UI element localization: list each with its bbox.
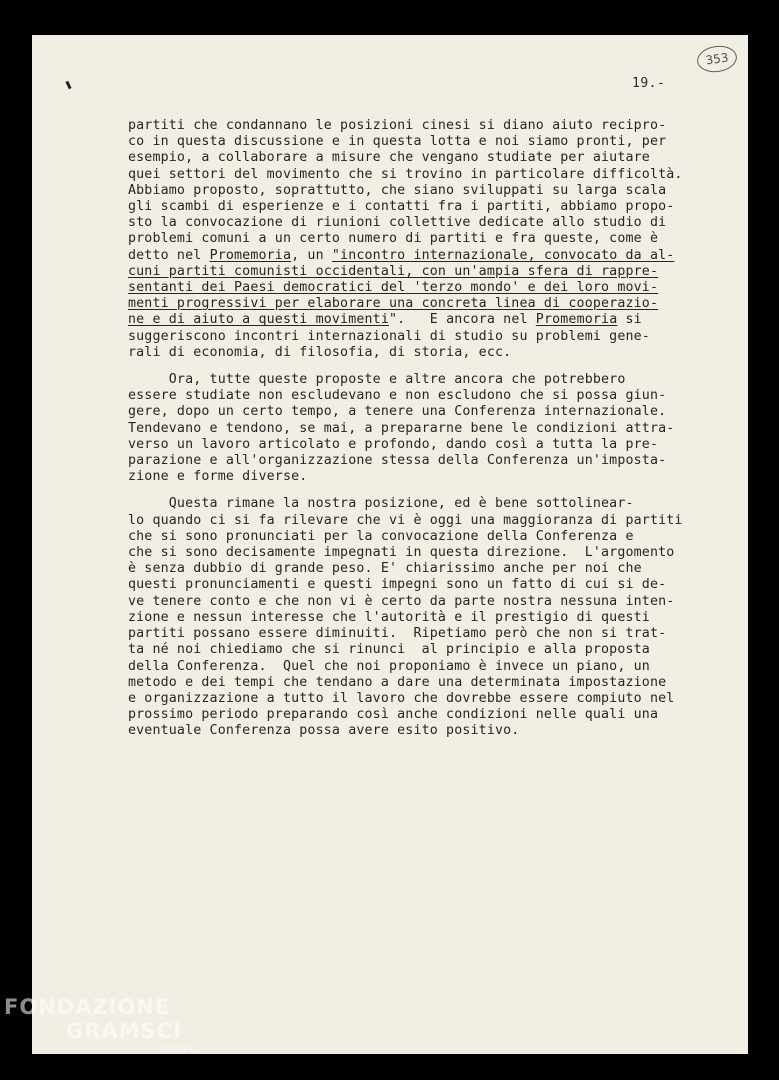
paragraph xyxy=(128,372,708,485)
text-line xyxy=(128,215,708,231)
watermark-line: FONDAZIONE xyxy=(4,995,171,1019)
text-segment: prossimo periodo preparando così anche condizioni nelle quali una xyxy=(128,707,659,723)
text-line xyxy=(128,469,708,485)
archive-watermark xyxy=(4,995,194,1055)
text-segment: Abbiamo proposto, soprattutto, che siano sviluppati su larga scala xyxy=(128,182,667,198)
text-segment: zione e nessun interesse che l'autorità e il prestigio di questi xyxy=(128,609,650,625)
text-line xyxy=(128,118,708,134)
text-segment: verso un lavoro articolato e profondo, dando così a tutta la pre- xyxy=(128,436,659,452)
text-line xyxy=(128,675,708,691)
text-line xyxy=(128,199,708,215)
text-line xyxy=(128,296,708,312)
text-line xyxy=(128,610,708,626)
text-segment: gli scambi di esperienze e i contatti fra i partiti, abbiamo propo- xyxy=(128,199,675,215)
text-segment: rali di economia, di filosofia, di storia, ecc. xyxy=(128,344,512,360)
underlined-text: Promemoria xyxy=(209,247,292,263)
text-line xyxy=(128,707,708,723)
text-segment: co in questa discussione e in questa lotta e noi siamo pronti, per xyxy=(128,134,667,150)
text-segment: partiti che condannano le posizioni cinesi si diano aiuto recipro- xyxy=(128,118,667,133)
text-segment: e organizzazione a tutto il lavoro che dovrebbe essere compiuto nel xyxy=(128,690,675,706)
watermark-line: onlus xyxy=(160,1042,195,1055)
text-line xyxy=(128,626,708,642)
text-segment: Questa rimane la nostra posizione, ed è bene sottolinear- xyxy=(128,496,634,512)
text-line xyxy=(128,372,708,388)
text-line xyxy=(128,545,708,561)
text-line xyxy=(128,134,708,150)
paragraph xyxy=(128,496,708,739)
text-line xyxy=(128,691,708,707)
text-segment: è senza dubbio di grande peso. E' chiarissimo anche per noi che xyxy=(128,561,642,577)
text-line xyxy=(128,345,708,361)
text-line xyxy=(128,248,708,264)
text-line xyxy=(128,404,708,420)
underlined-text: "incontro internazionale, convocato da al- xyxy=(331,247,675,263)
text-segment: sto la convocazione di riunioni collettive dedicate allo studio di xyxy=(128,215,667,231)
text-line xyxy=(128,594,708,610)
text-segment: essere studiate non escludevano e non escludono che si possa giun- xyxy=(128,388,667,404)
text-segment: gere, dopo un certo tempo, a tenere una Conferenza internazionale. xyxy=(128,404,667,420)
text-line xyxy=(128,150,708,166)
underlined-text: Promemoria xyxy=(535,312,618,328)
text-line xyxy=(128,496,708,512)
text-segment: suggeriscono incontri internazionali di studio su problemi gene- xyxy=(128,328,650,344)
text-segment: ". E ancora nel xyxy=(388,312,536,328)
text-line xyxy=(128,659,708,675)
text-segment: zione e forme diverse. xyxy=(128,469,308,485)
archive-number-stamp: 353 xyxy=(695,43,738,74)
text-line xyxy=(128,264,708,280)
text-line xyxy=(128,642,708,658)
text-line xyxy=(128,167,708,183)
text-segment: della Conferenza. Quel che noi proponiamo è invece un piano, un xyxy=(128,658,650,674)
text-segment: quei settori del movimento che si trovino in particolare difficoltà. xyxy=(128,166,683,182)
text-line xyxy=(128,280,708,296)
watermark-line: GRAMSCI xyxy=(66,1019,182,1043)
text-line xyxy=(128,453,708,469)
page-number: 19.- xyxy=(632,76,666,91)
text-segment: che si sono pronunciati per la convocazione della Conferenza e xyxy=(128,528,634,544)
text-line xyxy=(128,421,708,437)
text-line xyxy=(128,388,708,404)
text-segment: detto nel xyxy=(128,247,210,263)
text-line xyxy=(128,183,708,199)
text-line xyxy=(128,231,708,247)
text-segment: partiti possano essere diminuiti. Ripetiamo però che non si trat- xyxy=(128,626,667,642)
text-segment: che si sono decisamente impegnati in questa direzione. L'argomento xyxy=(128,545,675,561)
text-line xyxy=(128,561,708,577)
underlined-text: menti progressivi per elaborare una concreta linea di cooperazio- xyxy=(128,296,659,312)
text-segment: problemi comuni a un certo numero di partiti e fra queste, come è xyxy=(128,231,659,247)
underlined-text: cuni partiti comunisti occidentali, con un'ampia sfera di rappre- xyxy=(128,263,659,279)
body-text xyxy=(128,118,708,751)
paragraph xyxy=(128,118,708,361)
text-segment: ve tenere conto e che non vi è certo da parte nostra nessuna inten- xyxy=(128,593,675,609)
text-segment: eventuale Conferenza possa avere esito positivo. xyxy=(128,723,520,739)
underlined-text: ne e di aiuto a questi movimenti xyxy=(128,312,389,328)
text-segment: parazione e all'organizzazione stessa della Conferenza un'imposta- xyxy=(128,453,667,469)
text-line xyxy=(128,437,708,453)
text-segment: questi pronunciamenti e questi impegni sono un fatto di cui si de- xyxy=(128,577,667,593)
text-segment: Ora, tutte queste proposte e altre ancora che potrebbero xyxy=(128,372,626,388)
text-segment: Tendevano e tendono, se mai, a prepararne bene le condizioni attra- xyxy=(128,420,675,436)
text-line xyxy=(128,312,708,328)
underlined-text: sentanti dei Paesi democratici del 'terzo mondo' e dei loro movi- xyxy=(128,280,659,296)
text-segment: metodo e dei tempi che tendano a dare una determinata impostazione xyxy=(128,674,667,690)
text-line xyxy=(128,577,708,593)
text-line xyxy=(128,723,708,739)
text-line xyxy=(128,529,708,545)
text-line xyxy=(128,513,708,529)
text-segment: , un xyxy=(291,247,332,263)
text-line xyxy=(128,329,708,345)
text-segment: esempio, a collaborare a misure che vengano studiate per aiutare xyxy=(128,150,650,166)
text-segment: ta né noi chiediamo che si rinunci al principio e alla proposta xyxy=(128,642,650,658)
text-segment: lo quando ci si fa rilevare che vi è oggi una maggioranza di partiti xyxy=(128,512,683,528)
text-segment: si xyxy=(617,312,642,328)
